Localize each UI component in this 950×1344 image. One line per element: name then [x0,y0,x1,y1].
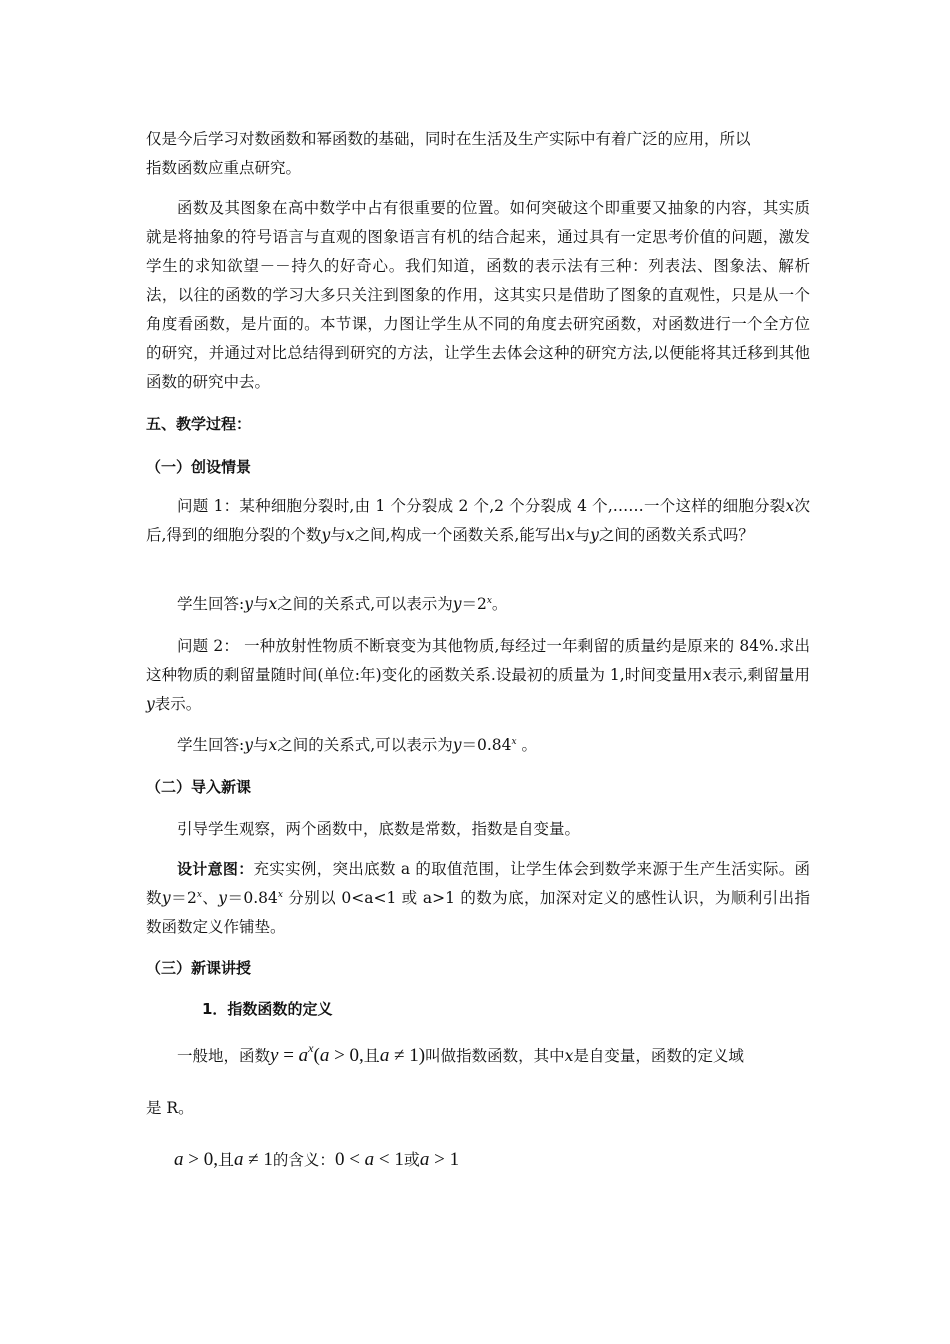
condition-meaning: a > 0,且a ≠ 1的含义：0 < a < 1或a > 1 [174,1149,460,1170]
intro-line-2: 指数函数应重点研究。 [146,159,302,177]
range-formula: 0 < a < 1或a > 1 [334,1149,460,1170]
design-intent: 设计意图：充实实例，突出底数 a 的取值范围，让学生体会到数学来源于生产生活实际。函数$y=2^x$、$y=0.84^x$ 分别以 0<a<1 或 a>1 的数为底，加深对定义的感性认识，为顺利引出指数函数定义作铺垫。 [146,860,810,936]
part3-title: （三）新课讲授 [146,959,252,977]
intro-paragraph-2: 函数及其图象在高中数学中占有很重要的位置。如何突破这个即重要又抽象的内容，其实质就是将抽象的符号语言与直观的图象语言有机的结合起来，通过具有一定思考价值的问题，激发学生的求知欲望－－持久的好奇心。我们知道，函数的表示法有三种：列表法、图象法、解析法，以往的函数的学习大多只关注到图象的作用，这其实只是借助了图象的直观性，只是从一个角度看函数，是片面的。本节课，力图让学生从不同的角度去研究函数，对函数进行一个全方位的研究，并通过对比总结得到研究的方法，让学生去体会这种的研究方法,以便能将其迁移到其他函数的研究中去。 [146,199,810,391]
question-2: 问题 2： 一种放射性物质不断衰变为其他物质,每经过一年剩留的质量约是原来的 84%.求出这种物质的剩留量随时间(单位:年)变化的函数关系.设最初的质量为 1,时间变量用x表示,剩留量用y表示。 [146,637,810,713]
answer-1: 学生回答:y与x之间的关系式,可以表示为$y=2^x$。 [177,595,508,613]
definition-line-1: 一般地，函数$y = a^x(a > 0$,且a ≠ 1)叫做指数函数，其中x是自变量，函数的定义域 [177,1041,744,1066]
part2-observation: 引导学生观察，两个函数中，底数是常数，指数是自变量。 [177,820,581,838]
exponential-function-formula: $y = a^x(a > 0$,且a ≠ 1) [270,1041,426,1066]
question-1: 问题 1：某种细胞分裂时,由 1 个分裂成 2 个,2 个分裂成 4 个,……一个这样的细胞分裂x次后,得到的细胞分裂的个数y与x之间,构成一个函数关系,能写出x与y之间的函数关系式吗？ [146,497,810,544]
definition-line-2: 是 R。 [146,1099,194,1117]
section-title-teaching-process: 五、教学过程： [146,415,252,433]
intro-line-1: 仅是今后学习对数函数和幂函数的基础，同时在生活及生产实际中有着广泛的应用，所以 [146,130,751,148]
answer-2: 学生回答:y与x之间的关系式,可以表示为$y=0.84^x$ 。 [177,736,537,754]
design-intent-label: 设计意图： [177,860,254,878]
part1-title: （一）创设情景 [146,458,252,476]
intro-paragraph-1 [146,125,810,183]
part2-title: （二）导入新课 [146,778,252,796]
condition-formula: a > 0,且a ≠ 1 [174,1149,273,1170]
definition-heading: 1．指数函数的定义 [202,1000,333,1018]
